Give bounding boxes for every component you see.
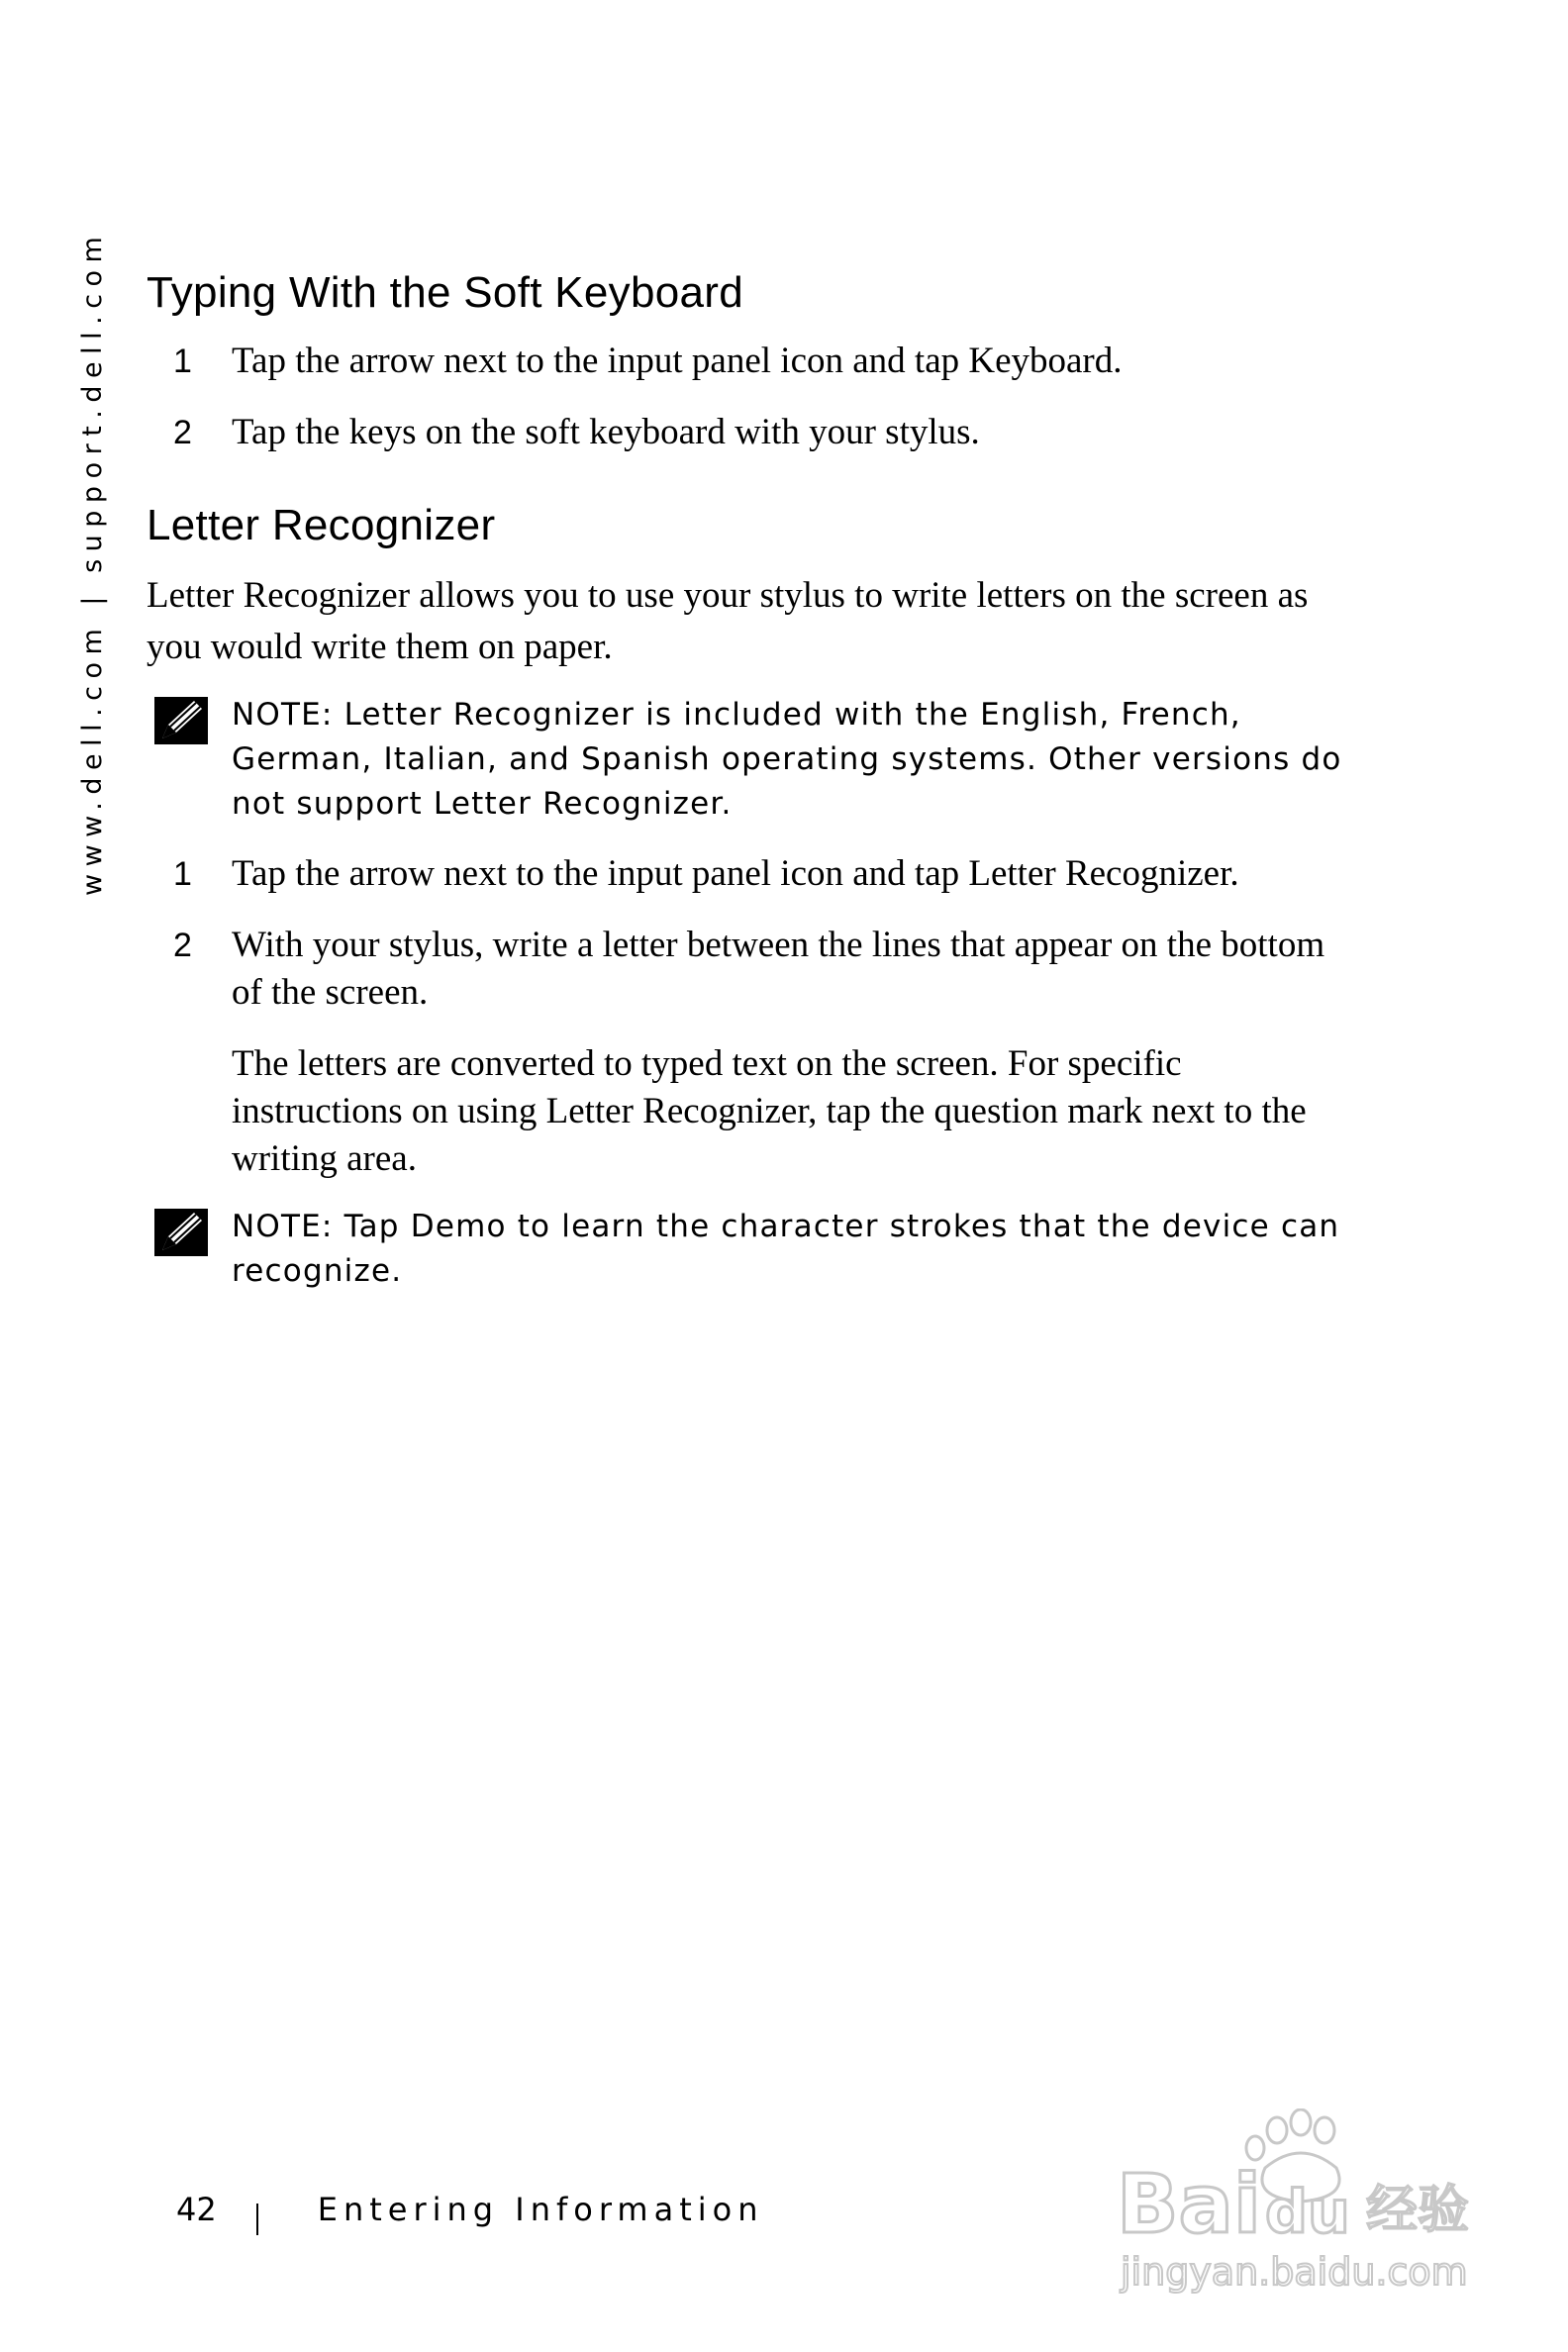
step-text: Tap the keys on the soft keyboard with your stylus.: [232, 411, 980, 452]
note-callout: [147, 693, 1354, 827]
page-footer: [176, 2191, 764, 2228]
step-number: 1: [173, 854, 192, 893]
section-heading-soft-keyboard: Typing With the Soft Keyboard: [147, 268, 744, 317]
baidu-watermark-logo: [1107, 2108, 1483, 2297]
list-item: [147, 850, 1354, 898]
step-followup-text: The letters are converted to typed text on the screen. For specific instructions on using Letter Recognizer, tap the question mark next to the writing area.: [232, 1042, 1307, 1179]
svg-text:jingyan.baidu.com: jingyan.baidu.com: [1121, 2250, 1468, 2294]
chapter-title: Entering Information: [317, 2191, 764, 2228]
note-text: NOTE: Tap Demo to learn the character strokes that the device can recognize.: [232, 1208, 1340, 1289]
footer-divider: [256, 2204, 258, 2235]
svg-text:Bai: Bai: [1117, 2158, 1261, 2252]
step-text: Tap the arrow next to the input panel icon and tap Keyboard.: [232, 340, 1123, 381]
step-text: With your stylus, write a letter between the lines that appear on the bottom of the screen.: [232, 924, 1325, 1013]
sidebar-url: www.dell.com | support.dell.com: [77, 229, 108, 896]
svg-text:du: du: [1265, 2178, 1350, 2247]
pencil-note-icon: [154, 1209, 208, 1256]
list-item: [147, 338, 1354, 385]
soft-keyboard-steps: [147, 338, 1354, 456]
page-number: 42: [176, 2191, 217, 2228]
step-text: Tap the arrow next to the input panel icon and tap Letter Recognizer.: [232, 852, 1239, 894]
step-number: 2: [173, 413, 192, 451]
letter-recognizer-intro: Letter Recognizer allows you to use your stylus to write letters on the screen as you would write them on paper.: [147, 574, 1309, 667]
list-item: [147, 409, 1354, 456]
letter-recognizer-steps: [147, 850, 1354, 1017]
page-content: [147, 267, 1354, 1294]
section-heading-letter-recognizer: Letter Recognizer: [147, 500, 496, 549]
svg-text:经验: 经验: [1366, 2181, 1470, 2240]
pencil-note-icon: [154, 697, 208, 744]
note-text: NOTE: Letter Recognizer is included with the English, French, German, Italian, and Spanish operating systems. Other versions do not support Letter Recognizer.: [232, 696, 1342, 822]
step-number: 1: [173, 342, 192, 380]
note-callout: [147, 1205, 1354, 1294]
list-item: [147, 922, 1354, 1017]
step-number: 2: [173, 926, 192, 964]
